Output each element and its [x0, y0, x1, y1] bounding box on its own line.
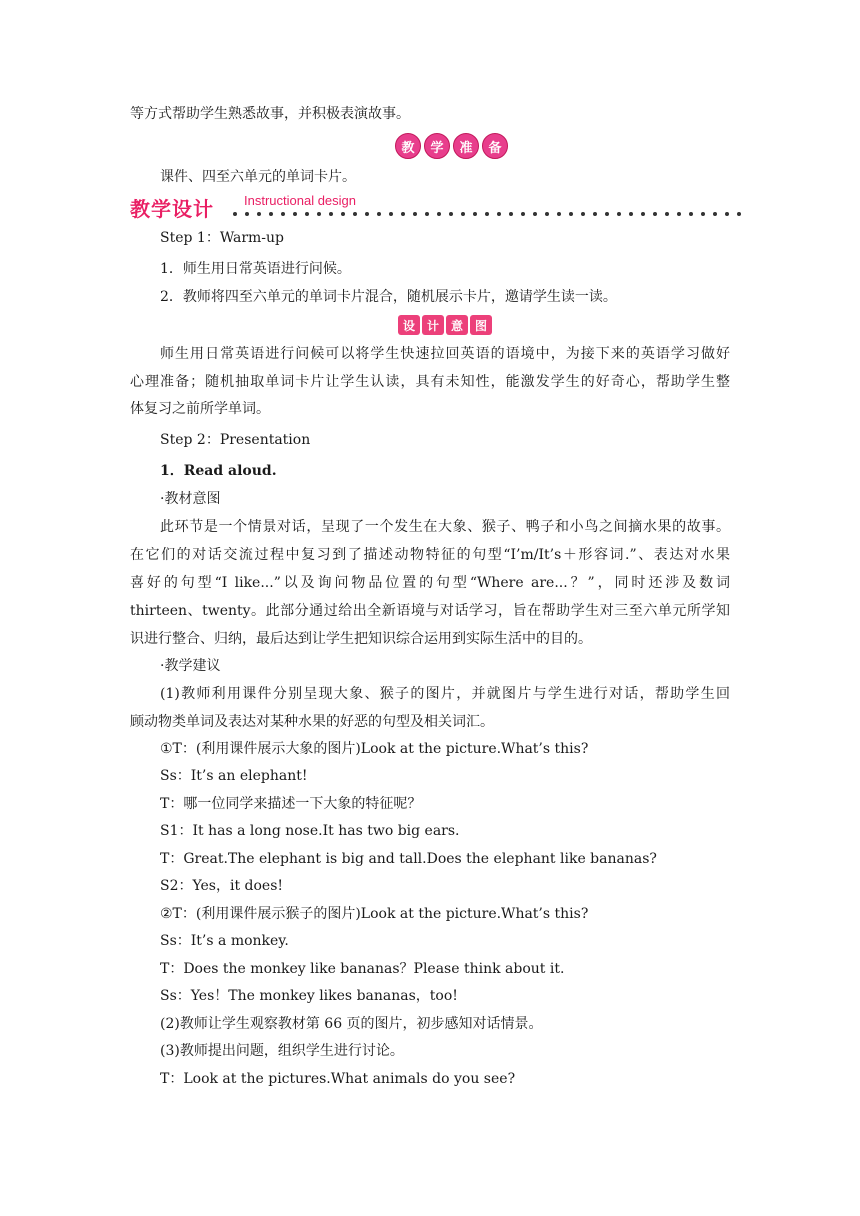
prep-badge-char: 学	[424, 133, 450, 159]
intent-badge-char: 意	[446, 315, 468, 335]
dialogue-line: (2)教师让学生观察教材第 66 页的图片，初步感知对话情景。	[160, 1016, 543, 1032]
prep-badge	[395, 133, 508, 159]
dialogue-line: ②T：(利用课件展示猴子的图片)Look at the picture.What’s this?	[160, 906, 589, 922]
intent-badge-char: 设	[398, 315, 420, 335]
prep-badge-char: 备	[482, 133, 508, 159]
dialogue-line: (3)教师提出问题，组织学生进行讨论。	[160, 1043, 404, 1059]
step1-title: Step 1：Warm-up	[160, 230, 285, 246]
intent-paragraph-line: 心理准备；随机抽取单词卡片让学生认读，具有未知性，能激发学生的好奇心，帮助学生整	[130, 374, 730, 390]
section-title: 教学设计	[130, 197, 214, 221]
material-label: ·教材意图	[160, 491, 221, 507]
material-line: 识进行整合、归纳，最后达到让学生把知识综合运用到实际生活中的目的。	[130, 631, 592, 647]
material-line: 此环节是一个情景对话，呈现了一个发生在大象、猴子、鸭子和小鸟之间摘水果的故事。	[160, 519, 730, 535]
intent-badge-char: 计	[422, 315, 444, 335]
suggest-label: ·教学建议	[160, 658, 221, 674]
intent-badge	[398, 315, 492, 335]
section-dot-rule	[232, 210, 742, 218]
prep-text: 课件、四至六单元的单词卡片。	[160, 169, 356, 185]
dialogue-line: Ss：It’s a monkey.	[160, 933, 289, 949]
step1-item: 1．师生用日常英语进行问候。	[160, 261, 351, 277]
dialogue-line: T：哪一位同学来描述一下大象的特征呢？	[160, 796, 422, 812]
dialogue-line: Ss：Yes！The monkey likes bananas，too!	[160, 988, 458, 1004]
dialogue-line: T：Look at the pictures.What animals do you see?	[160, 1071, 516, 1087]
intent-paragraph-line: 师生用日常英语进行问候可以将学生快速拉回英语的语境中，为接下来的英语学习做好	[160, 346, 730, 362]
dialogue-line: S2：Yes，it does!	[160, 878, 284, 894]
intro-line: 等方式帮助学生熟悉故事，并积极表演故事。	[130, 106, 410, 122]
material-line: 在它们的对话交流过程中复习到了描述动物特征的句型“I’m/It’s＋形容词.”、表达对水果	[130, 547, 730, 563]
section-subtitle: Instructional design	[244, 193, 357, 208]
material-line: 喜好的句型“I like...”以及询问物品位置的句型“Where are...？”，同时还涉及数词	[130, 575, 730, 591]
suggest-line: 顾动物类单词及表达对某种水果的好恶的句型及相关词汇。	[130, 714, 494, 730]
step1-item: 2．教师将四至六单元的单词卡片混合，随机展示卡片，邀请学生读一读。	[160, 289, 617, 305]
intent-paragraph-line: 体复习之前所学单词。	[130, 401, 270, 417]
dialogue-line: T：Great.The elephant is big and tall.Does the elephant like bananas?	[160, 851, 657, 867]
dialogue-line: S1：It has a long nose.It has two big ears.	[160, 823, 460, 839]
intent-badge-char: 图	[470, 315, 492, 335]
step2-sub-heading: 1．Read aloud.	[160, 463, 277, 479]
dialogue-line: Ss：It’s an elephant!	[160, 768, 308, 784]
suggest-line: (1)教师利用课件分别呈现大象、猴子的图片，并就图片与学生进行对话，帮助学生回	[160, 686, 730, 702]
prep-badge-char: 准	[453, 133, 479, 159]
prep-badge-char: 教	[395, 133, 421, 159]
step2-title: Step 2：Presentation	[160, 432, 311, 448]
dialogue-line: T：Does the monkey like bananas？Please think about it.	[160, 961, 565, 977]
material-line: thirteen、twenty。此部分通过给出全新语境与对话学习，旨在帮助学生对三至六单元所学知	[130, 603, 730, 619]
dialogue-line: ①T：(利用课件展示大象的图片)Look at the picture.What’s this?	[160, 741, 589, 757]
